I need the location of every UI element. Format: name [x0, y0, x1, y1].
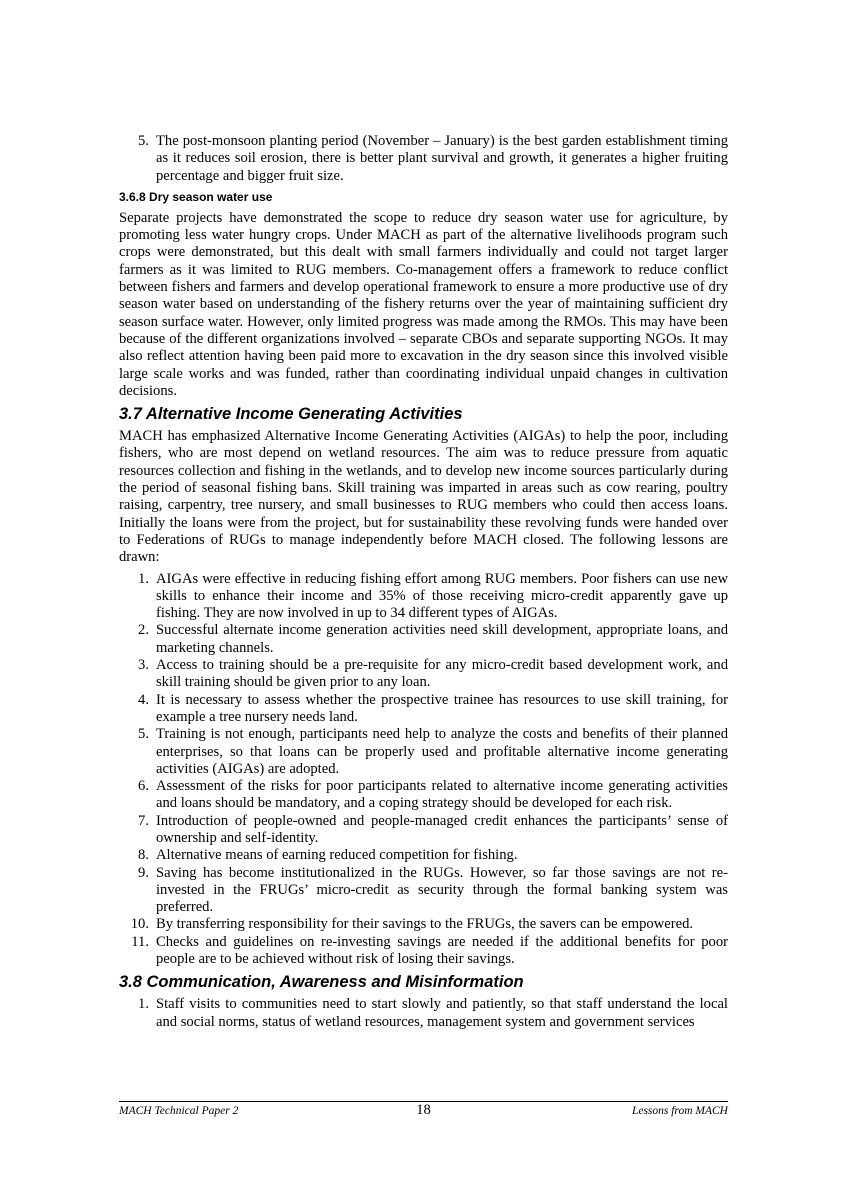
- list-item-number: 7.: [138, 812, 149, 829]
- list-item-number: 6.: [138, 778, 149, 795]
- list-item-number: 2.: [138, 622, 149, 639]
- list-item: [119, 916, 728, 933]
- lessons-list: [119, 571, 728, 969]
- section-heading-3-7: 3.7 Alternative Income Generating Activities: [119, 405, 463, 424]
- list-item-text: Introduction of people-owned and people-managed credit enhances the participants’ sense of ownership and self-identity.: [156, 812, 728, 846]
- list-item-text: By transferring responsibility for their savings to the FRUGs, the savers can be empowered.: [156, 916, 694, 933]
- list-item-number: 11.: [131, 933, 149, 950]
- list-item-text: Successful alternate income generation activities need skill development, appropriate loans, and marketing channels.: [156, 622, 728, 656]
- list-item-text: Alternative means of earning reduced competition for fishing.: [156, 847, 518, 864]
- list-item-number: 4.: [138, 691, 149, 708]
- list-item-number: 9.: [138, 864, 149, 881]
- page-footer: [119, 1104, 728, 1126]
- list-item-text: Saving has become institutionalized in the RUGs. However, so far those savings are not re-invested in the FRUGs’ micro-credit as security through the formal banking system was preferred.: [156, 864, 728, 916]
- footer-running-title: Lessons from MACH: [631, 1105, 728, 1117]
- list-item-number: 10.: [130, 916, 149, 933]
- list-item-text: Training is not enough, participants need help to analyze the costs and benefits of their planned enterprises, so that loans can be properly used and profitable alternative income generating activities (AIGAs) are adopted.: [156, 726, 728, 777]
- section-heading-3-8: 3.8 Communication, Awareness and Misinformation: [119, 973, 524, 992]
- section-3-6-8-paragraph: Separate projects have demonstrated the scope to reduce dry season water use for agriculture, by promoting less water hungry crops. Under MACH as part of the alternative livelihoods program such crops were demonstrated, but this dealt with small farmers individually and could not target larger farmers as it was limited to RUG members. Co-management offers a framework to reduce conflict between fishers and farmers and develop operational framework to ensure a more productive use of dry season water based on understanding of the fishery returns over the year of maintaining sufficient dry season surface water. However, only limited progress was made among the RMOs. This may have been because of the different organizations involved – separate CBOs and separate supporting NGOs. It may also reflect attention having been paid more to excavation in the dry season since this involved visible large scale works and was funded, rather than coordinating individual unpaid changes in cultivation decisions.: [119, 209, 728, 399]
- list-item: [119, 778, 728, 813]
- list-item: [119, 847, 728, 864]
- list-item-text: It is necessary to assess whether the prospective trainee has resources to use skill training, for example a tree nursery needs land.: [156, 691, 728, 725]
- list-item: [119, 622, 728, 657]
- list-item: [119, 657, 728, 692]
- list-item: [119, 934, 728, 969]
- list-item: [119, 996, 728, 1031]
- communication-list: [119, 996, 728, 1031]
- list-item: [119, 865, 728, 917]
- list-item-number: 8.: [138, 847, 149, 864]
- page-body: [119, 133, 728, 1035]
- list-item-number: 3.: [138, 657, 149, 674]
- list-item: [119, 133, 728, 185]
- list-item-number: 1.: [138, 570, 149, 587]
- list-item-number: 5.: [138, 726, 149, 743]
- page-number: 18: [416, 1102, 431, 1118]
- list-item-text: AIGAs were effective in reducing fishing effort among RUG members. Poor fishers can use new skills to enhance their income and 35% of those receiving micro-credit apparently gave up fishing. They are now involved in up to 34 different types of AIGAs.: [156, 570, 728, 622]
- list-item: [119, 726, 728, 778]
- list-item: [119, 813, 728, 848]
- list-item: [119, 571, 728, 623]
- list-item-number: 5.: [138, 133, 149, 149]
- footer-document-title: MACH Technical Paper 2: [119, 1105, 239, 1117]
- list-item-number: 1.: [138, 996, 149, 1013]
- list-item: [119, 692, 728, 727]
- list-item-text: Access to training should be a pre-requisite for any micro-credit based development work, and skill training should be given prior to any loan.: [156, 657, 728, 691]
- list-item-text: Staff visits to communities need to start slowly and patiently, so that staff understand the local and social norms, status of wetland resources, management system and government services: [156, 996, 728, 1030]
- section-3-7-paragraph: MACH has emphasized Alternative Income Generating Activities (AIGAs) to help the poor, including fishers, who are most depend on wetland resources. The aim was to reduce pressure from aquatic resources collection and fishing in the wetlands, and to develop new income sources particularly during the period of seasonal fishing bans. Skill training was imparted in areas such as cow rearing, poultry raising, carpentry, tree nursery, and small businesses to RUG members who could then access loans. Initially the loans were from the project, but for sustainability these revolving funds were handed over to Federations of RUGs to manage independently before MACH closed. The following lessons are drawn:: [119, 428, 728, 566]
- continued-list: [119, 133, 728, 185]
- section-heading-3-6-8: 3.6.8 Dry season water use: [119, 189, 273, 204]
- list-item-text: Checks and guidelines on re-investing savings are needed if the additional benefits for poor people are to be achieved without risk of losing their savings.: [156, 933, 728, 968]
- list-item-text: Assessment of the risks for poor participants related to alternative income generating activities and loans should be mandatory, and a coping strategy should be developed for each risk.: [156, 778, 728, 812]
- list-item-text: The post-monsoon planting period (November – January) is the best garden establishment timing as it reduces soil erosion, there is better plant survival and growth, it generates a higher fruiting percentage and bigger fruit size.: [156, 133, 728, 184]
